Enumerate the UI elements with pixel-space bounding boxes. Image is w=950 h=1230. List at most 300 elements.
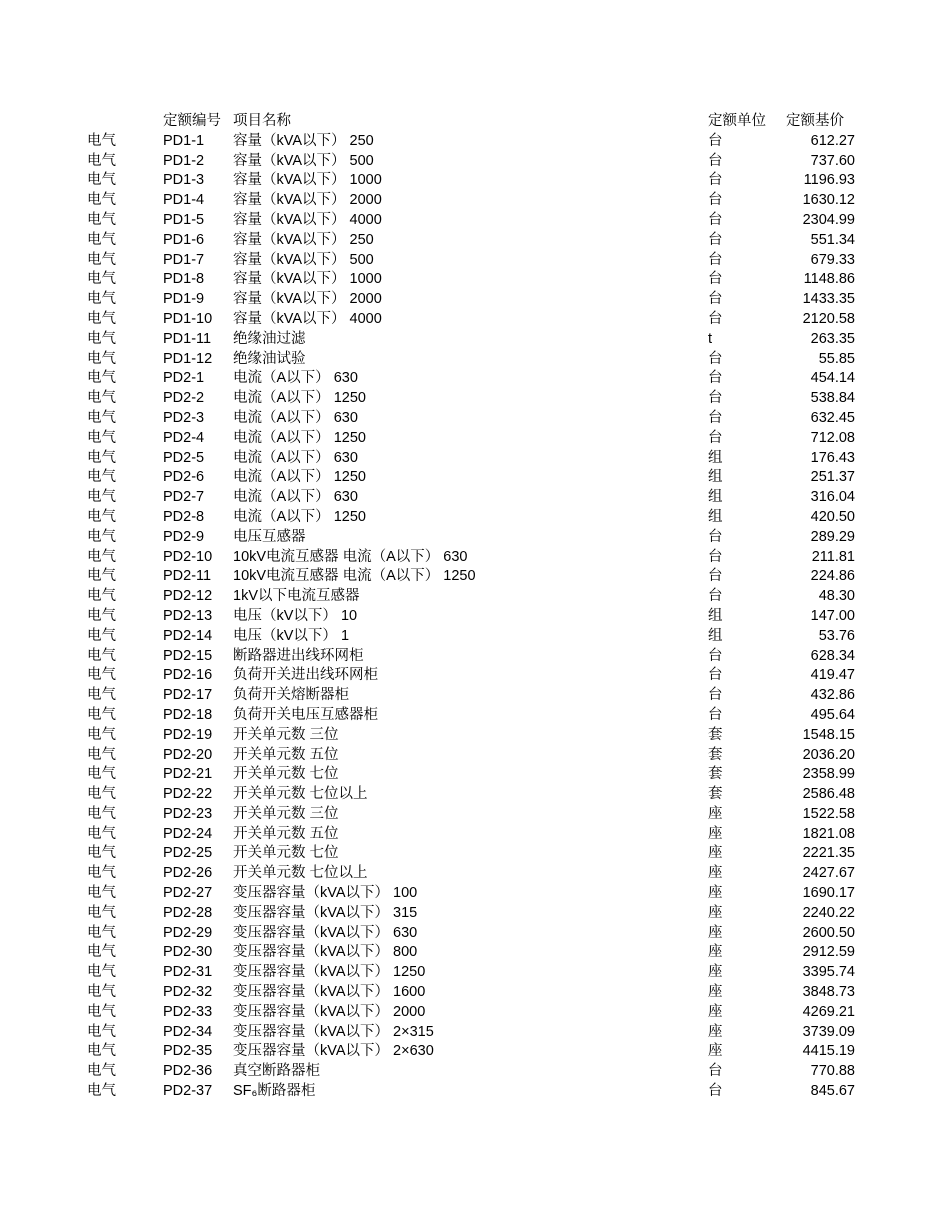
header-code: 定额编号 [163,113,221,129]
price-cell: 289.29 [810,528,855,545]
name-cell: 变压器容量（kVA以下） 630 [233,924,418,941]
unit-cell: 台 [708,390,723,407]
name-cell: 容量（kVA以下） 1000 [233,172,382,189]
category-cell: 电气 [87,568,116,585]
table-row [0,468,950,488]
code-cell: PD2-17 [163,687,213,704]
category-cell: 电气 [87,627,116,644]
code-cell: PD1-5 [163,211,205,228]
price-cell: 55.85 [818,350,855,367]
table-row [0,983,950,1003]
code-cell: PD1-12 [163,350,213,367]
price-cell: 712.08 [810,429,855,446]
code-cell: PD2-20 [163,746,213,763]
name-cell: 电压互感器 [233,528,306,545]
table-row [0,1042,950,1062]
unit-cell: 座 [708,944,723,961]
code-cell: PD2-18 [163,706,213,723]
category-cell: 电气 [87,687,116,704]
price-cell: 3848.73 [802,984,855,1001]
price-cell: 432.86 [810,687,855,704]
name-cell: 负荷开关熔断器柜 [233,687,349,704]
category-cell: 电气 [87,924,116,941]
table-row [0,706,950,726]
category-cell: 电气 [87,1083,116,1100]
category-cell: 电气 [87,647,116,664]
unit-cell: 台 [708,667,723,684]
unit-cell: 台 [708,548,723,565]
code-cell: PD2-6 [163,469,205,486]
price-cell: 538.84 [810,390,855,407]
category-cell: 电气 [87,528,116,545]
price-cell: 1196.93 [803,172,855,189]
name-cell: 电流（A以下） 1250 [233,469,366,486]
unit-cell: 套 [708,746,723,763]
price-cell: 495.64 [810,706,855,723]
price-cell: 3739.09 [802,1023,855,1040]
code-cell: PD2-25 [163,845,213,862]
price-cell: 1522.58 [802,805,855,822]
category-cell: 电气 [87,805,116,822]
unit-cell: 座 [708,1023,723,1040]
name-cell: 电流（A以下） 1250 [233,390,366,407]
unit-cell: 台 [708,568,723,585]
code-cell: PD2-26 [163,865,213,882]
code-cell: PD1-6 [163,231,205,248]
code-cell: PD2-9 [163,528,205,545]
code-cell: PD1-3 [163,172,205,189]
table-row [0,449,950,469]
unit-cell: 座 [708,984,723,1001]
name-cell: 变压器容量（kVA以下） 315 [233,904,418,921]
category-cell: 电气 [87,152,116,169]
category-cell: 电气 [87,291,116,308]
unit-cell: 套 [708,786,723,803]
table-row [0,528,950,548]
unit-cell: 台 [708,231,723,248]
code-cell: PD2-21 [163,766,213,783]
code-cell: PD2-19 [163,726,213,743]
name-cell: 绝缘油试验 [233,350,306,367]
name-cell: 变压器容量（kVA以下） 1600 [233,984,426,1001]
name-cell: 容量（kVA以下） 250 [233,132,374,149]
price-cell: 263.35 [810,330,855,347]
unit-cell: 组 [708,627,723,644]
name-cell: 电流（A以下） 1250 [233,508,366,525]
table-row [0,290,950,310]
table-row [0,587,950,607]
table-row [0,152,950,172]
header-price: 定额基价 [786,113,844,129]
category-cell: 电气 [87,231,116,248]
unit-cell: 座 [708,805,723,822]
category-cell: 电气 [87,310,116,327]
price-cell: 612.27 [810,132,855,149]
code-cell: PD2-37 [163,1083,213,1100]
table-row [0,904,950,924]
unit-cell: 台 [708,211,723,228]
price-cell: 419.47 [810,667,855,684]
unit-cell: 台 [708,132,723,149]
name-cell: 开关单元数 七位以上 [233,865,368,882]
category-cell: 电气 [87,370,116,387]
name-cell: 开关单元数 七位 [233,845,339,862]
name-cell: 开关单元数 三位 [233,805,339,822]
code-cell: PD2-34 [163,1023,213,1040]
price-cell: 737.60 [810,152,855,169]
table-row [0,1062,950,1082]
category-cell: 电气 [87,1023,116,1040]
name-cell: 容量（kVA以下） 2000 [233,291,382,308]
price-cell: 4269.21 [802,1003,855,1020]
name-cell: 电流（A以下） 630 [233,489,358,506]
category-cell: 电气 [87,865,116,882]
category-cell: 电气 [87,508,116,525]
unit-cell: t [708,330,713,347]
price-cell: 2427.67 [802,865,855,882]
category-cell: 电气 [87,429,116,446]
category-cell: 电气 [87,211,116,228]
category-cell: 电气 [87,489,116,506]
price-cell: 1548.15 [802,726,855,743]
name-cell: 变压器容量（kVA以下） 800 [233,944,418,961]
header-unit: 定额单位 [708,113,766,129]
table-row [0,429,950,449]
price-cell: 1821.08 [802,825,855,842]
category-cell: 电气 [87,667,116,684]
category-cell: 电气 [87,588,116,605]
table-row [0,567,950,587]
code-cell: PD1-1 [163,132,205,149]
name-cell: 容量（kVA以下） 2000 [233,192,382,209]
unit-cell: 套 [708,766,723,783]
table-row [0,765,950,785]
code-cell: PD2-13 [163,607,213,624]
category-cell: 电气 [87,271,116,288]
unit-cell: 台 [708,528,723,545]
header-name: 项目名称 [233,113,291,129]
table-row [0,805,950,825]
code-cell: PD2-15 [163,647,213,664]
table-row [0,548,950,568]
price-cell: 628.34 [810,647,855,664]
name-cell: 断路器进出线环网柜 [233,647,364,664]
unit-cell: 台 [708,310,723,327]
code-cell: PD2-8 [163,508,205,525]
category-cell: 电气 [87,330,116,347]
price-cell: 224.86 [810,568,855,585]
name-cell: 真空断路器柜 [233,1063,320,1080]
unit-cell: 座 [708,865,723,882]
price-cell: 251.37 [810,469,855,486]
code-cell: PD1-2 [163,152,205,169]
category-cell: 电气 [87,825,116,842]
unit-cell: 组 [708,489,723,506]
price-cell: 454.14 [810,370,855,387]
table-row [0,924,950,944]
code-cell: PD1-9 [163,291,205,308]
price-cell: 3395.74 [802,964,855,981]
category-cell: 电气 [87,726,116,743]
code-cell: PD2-24 [163,825,213,842]
name-cell: 变压器容量（kVA以下） 1250 [233,964,426,981]
category-cell: 电气 [87,984,116,1001]
table-row [0,330,950,350]
code-cell: PD2-12 [163,588,213,605]
price-cell: 1630.12 [802,192,855,209]
name-cell: 电流（A以下） 630 [233,449,358,466]
unit-cell: 组 [708,607,723,624]
table-row [0,1082,950,1102]
table-row [0,726,950,746]
header-row [0,112,950,132]
unit-cell: 座 [708,964,723,981]
category-cell: 电气 [87,350,116,367]
category-cell: 电气 [87,192,116,209]
category-cell: 电气 [87,766,116,783]
code-cell: PD1-11 [163,330,212,347]
table-row [0,231,950,251]
code-cell: PD2-1 [163,370,205,387]
category-cell: 电气 [87,1063,116,1080]
price-cell: 2358.99 [802,766,855,783]
code-cell: PD2-14 [163,627,213,644]
table-row [0,310,950,330]
table-row [0,270,950,290]
unit-cell: 台 [708,409,723,426]
code-cell: PD2-31 [163,964,213,981]
table-row [0,884,950,904]
price-cell: 1433.35 [802,291,855,308]
price-cell: 551.34 [810,231,855,248]
price-cell: 845.67 [810,1083,855,1100]
name-cell: 10kV电流互感器 电流（A以下） 630 [233,548,468,565]
table-row [0,943,950,963]
price-cell: 2600.50 [802,924,855,941]
code-cell: PD2-10 [163,548,213,565]
name-cell: 电流（A以下） 630 [233,370,358,387]
unit-cell: 台 [708,350,723,367]
code-cell: PD1-4 [163,192,205,209]
name-cell: 电压（kV以下） 1 [233,627,350,644]
table-row [0,666,950,686]
unit-cell: 台 [708,1063,723,1080]
unit-cell: 台 [708,687,723,704]
code-cell: PD2-2 [163,390,205,407]
table-row [0,785,950,805]
price-cell: 2120.58 [802,310,855,327]
name-cell: 变压器容量（kVA以下） 100 [233,885,418,902]
unit-cell: 台 [708,647,723,664]
code-cell: PD1-10 [163,310,213,327]
code-cell: PD2-23 [163,805,213,822]
price-cell: 147.00 [810,607,855,624]
name-cell: 容量（kVA以下） 1000 [233,271,382,288]
name-cell: 开关单元数 五位 [233,746,339,763]
code-cell: PD2-5 [163,449,205,466]
code-cell: PD2-22 [163,786,213,803]
code-cell: PD2-16 [163,667,213,684]
name-cell: 变压器容量（kVA以下） 2×315 [233,1023,434,1040]
unit-cell: 座 [708,825,723,842]
category-cell: 电气 [87,944,116,961]
unit-cell: 座 [708,924,723,941]
code-cell: PD1-8 [163,271,205,288]
name-cell: 开关单元数 七位以上 [233,786,368,803]
unit-cell: 座 [708,1043,723,1060]
unit-cell: 座 [708,845,723,862]
price-cell: 2912.59 [802,944,855,961]
unit-cell: 台 [708,291,723,308]
name-cell: 绝缘油过滤 [233,330,306,347]
name-cell: 容量（kVA以下） 4000 [233,211,382,228]
table-row [0,607,950,627]
table-row [0,389,950,409]
table-row [0,686,950,706]
name-cell: 开关单元数 五位 [233,825,339,842]
quota-rows [0,132,950,1102]
code-cell: PD2-27 [163,885,213,902]
table-row [0,251,950,271]
unit-cell: 台 [708,152,723,169]
category-cell: 电气 [87,746,116,763]
category-cell: 电气 [87,449,116,466]
category-cell: 电气 [87,786,116,803]
price-cell: 2221.35 [802,845,855,862]
category-cell: 电气 [87,607,116,624]
unit-cell: 组 [708,469,723,486]
code-cell: PD2-32 [163,984,213,1001]
price-cell: 176.43 [810,449,855,466]
price-cell: 2036.20 [802,746,855,763]
unit-cell: 座 [708,904,723,921]
unit-cell: 台 [708,588,723,605]
table-row [0,864,950,884]
code-cell: PD2-28 [163,904,213,921]
unit-cell: 组 [708,449,723,466]
category-cell: 电气 [87,409,116,426]
unit-cell: 台 [708,251,723,268]
name-cell: 变压器容量（kVA以下） 2×630 [233,1043,434,1060]
code-cell: PD2-30 [163,944,213,961]
price-cell: 316.04 [810,489,855,506]
code-cell: PD2-7 [163,489,205,506]
category-cell: 电气 [87,885,116,902]
unit-cell: 组 [708,508,723,525]
quota-sheet [0,112,950,1102]
category-cell: 电气 [87,964,116,981]
name-cell: 变压器容量（kVA以下） 2000 [233,1003,426,1020]
name-cell: 容量（kVA以下） 500 [233,251,374,268]
table-row [0,132,950,152]
price-cell: 4415.19 [802,1043,855,1060]
table-row [0,963,950,983]
category-cell: 电气 [87,904,116,921]
category-cell: 电气 [87,469,116,486]
name-cell: 容量（kVA以下） 250 [233,231,374,248]
table-row [0,1003,950,1023]
price-cell: 420.50 [810,508,855,525]
name-cell: 1kV以下电流互感器 [233,588,360,605]
table-row [0,350,950,370]
category-cell: 电气 [87,390,116,407]
category-cell: 电气 [87,845,116,862]
table-row [0,627,950,647]
code-cell: PD2-29 [163,924,213,941]
table-row [0,746,950,766]
category-cell: 电气 [87,548,116,565]
code-cell: PD2-33 [163,1003,213,1020]
name-cell: 开关单元数 七位 [233,766,339,783]
unit-cell: 座 [708,1003,723,1020]
unit-cell: 台 [708,271,723,288]
table-row [0,409,950,429]
name-cell: 电压（kV以下） 10 [233,607,358,624]
name-cell: 开关单元数 三位 [233,726,339,743]
name-cell: 容量（kVA以下） 500 [233,152,374,169]
table-row [0,508,950,528]
price-cell: 770.88 [810,1063,855,1080]
table-row [0,488,950,508]
table-row [0,844,950,864]
code-cell: PD2-35 [163,1043,213,1060]
table-row [0,647,950,667]
unit-cell: 座 [708,885,723,902]
table-row [0,1023,950,1043]
name-cell: 负荷开关进出线环网柜 [233,667,378,684]
price-cell: 211.81 [811,548,855,565]
name-cell: 负荷开关电压互感器柜 [233,706,378,723]
category-cell: 电气 [87,132,116,149]
price-cell: 2304.99 [802,211,855,228]
name-cell: 电流（A以下） 1250 [233,429,366,446]
code-cell: PD2-4 [163,429,205,446]
price-cell: 1148.86 [803,271,855,288]
unit-cell: 台 [708,172,723,189]
price-cell: 2240.22 [802,904,855,921]
price-cell: 48.30 [818,588,855,605]
unit-cell: 台 [708,1083,723,1100]
category-cell: 电气 [87,172,116,189]
price-cell: 1690.17 [802,885,855,902]
code-cell: PD2-36 [163,1063,213,1080]
table-row [0,171,950,191]
price-cell: 2586.48 [802,786,855,803]
name-cell: 容量（kVA以下） 4000 [233,310,382,327]
category-cell: 电气 [87,1003,116,1020]
unit-cell: 台 [708,370,723,387]
table-row [0,369,950,389]
price-cell: 632.45 [810,409,855,426]
name-cell: 10kV电流互感器 电流（A以下） 1250 [233,568,476,585]
category-cell: 电气 [87,251,116,268]
name-cell: 电流（A以下） 630 [233,409,358,426]
name-cell: SF₆断路器柜 [233,1083,316,1100]
category-cell: 电气 [87,706,116,723]
table-row [0,825,950,845]
code-cell: PD1-7 [163,251,205,268]
price-cell: 53.76 [818,627,855,644]
code-cell: PD2-3 [163,409,205,426]
category-cell: 电气 [87,1043,116,1060]
price-cell: 679.33 [810,251,855,268]
code-cell: PD2-11 [163,568,212,585]
unit-cell: 台 [708,429,723,446]
unit-cell: 台 [708,706,723,723]
unit-cell: 台 [708,192,723,209]
unit-cell: 套 [708,726,723,743]
table-row [0,191,950,211]
